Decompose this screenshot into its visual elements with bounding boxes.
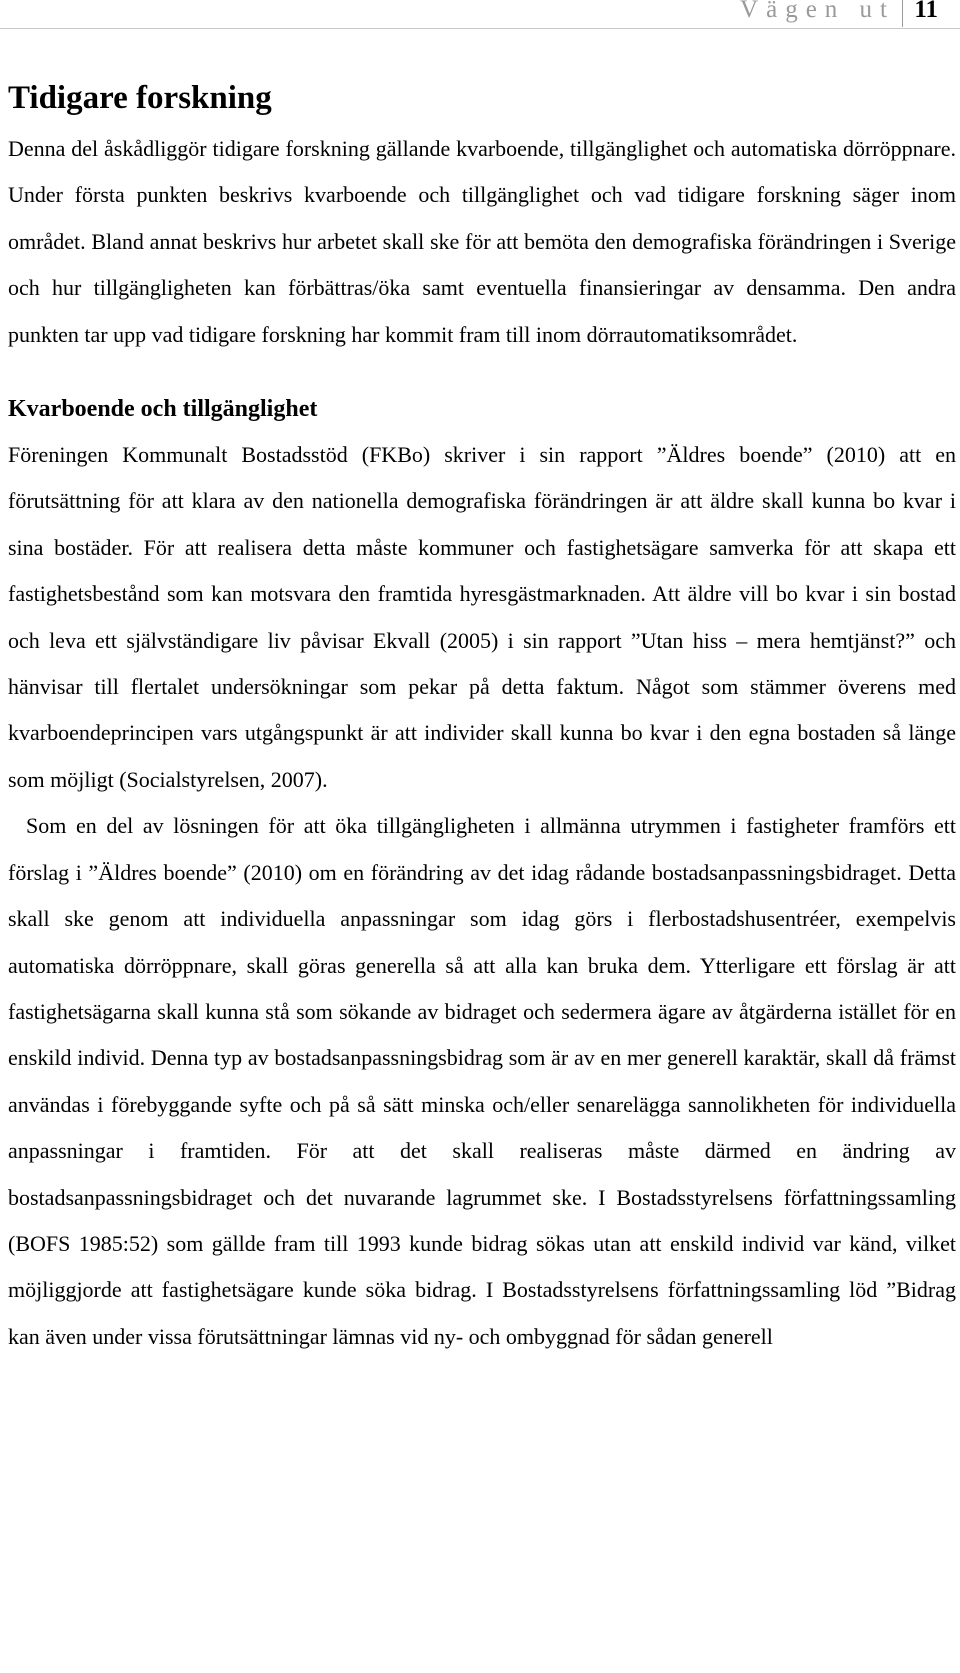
page-number: 11 xyxy=(914,0,938,23)
running-header xyxy=(0,0,960,29)
body-paragraph-1: Föreningen Kommunalt Bostadsstöd (FKBo) skriver i sin rapport ”Äldres boende” (2010) att en förutsättning för att klara av den nationella demografiska förändringen är att äldre skall kunna bo kvar i sina bostäder. För att realisera detta måste kommuner och fastighetsägare samverka för att skapa ett fastighetsbestånd som kan motsvara den framtida hyresgästmarknaden. Att äldre vill bo kvar i sin bostad och leva ett självständigare liv påvisar Ekvall (2005) i sin rapport ”Utan hiss – mera hemtjänst?” och hänvisar till flertalet undersökningar som pekar på detta faktum. Något som stämmer överens med kvarboendeprincipen vars utgångspunkt är att individer skall kunna bo kvar i den egna bostaden så länge som möjligt (Socialstyrelsen, 2007). xyxy=(8,442,956,792)
intro-paragraph: Denna del åskådliggör tidigare forskning gällande kvarboende, tillgänglighet och automatiska dörröppnare. Under första punkten beskrivs kvarboende och tillgänglighet och vad tidigare forskning säger inom området. Bland annat beskrivs hur arbetet skall ske för att bemöta den demografiska förändringen i Sverige och hur tillgängligheten kan förbättras/öka samt eventuella finansieringar av densamma. Den andra punkten tar upp vad tidigare forskning har kommit fram till inom dörrautomatiksområdet. xyxy=(8,136,956,347)
subsection-heading: Kvarboende och tillgänglighet xyxy=(8,396,318,423)
spacer xyxy=(8,358,956,386)
section-heading: Tidigare forskning xyxy=(8,80,272,116)
running-title: Vägen ut xyxy=(740,0,895,23)
body-paragraph-2: Som en del av lösningen för att öka tillgängligheten i allmänna utrymmen i fastigheter framförs ett förslag i ”Äldres boende” (2010) om en förändring av det idag rådande bostadsanpassningsbidraget. Detta skall ske genom att individuella anpassningar som idag görs i flerbostadshusentréer, exempelvis automatiska dörröppnare, skall göras generella så att alla kan bruka dem. Ytterligare ett förslag är att fastighetsägarna skall kunna stå som sökande av bidraget och sedermera ägare av åtgärderna istället för en enskild individ. Denna typ av bostadsanpassningsbidrag som är av en mer generell karaktär, skall då främst användas i förebyggande syfte och på så sätt minska och/eller senarelägga sannolikheten för individuella anpassningar i framtiden. För att det skall realiseras måste därmed en ändring av bostadsanpassningsbidraget och det nuvarande lagrummet ske. I Bostadsstyrelsens författningssamling (BOFS 1985:52) som gällde fram till 1993 kunde bidrag sökas utan att enskild individ var känd, vilket möjliggjorde att fastighetsägare kunde söka bidrag. I Bostadsstyrelsens författningssamling löd ”Bidrag kan även under vissa förutsättningar lämnas vid ny- och ombyggnad för sådan generell xyxy=(8,813,956,1349)
body-content xyxy=(8,72,956,1360)
header-divider xyxy=(902,0,903,27)
